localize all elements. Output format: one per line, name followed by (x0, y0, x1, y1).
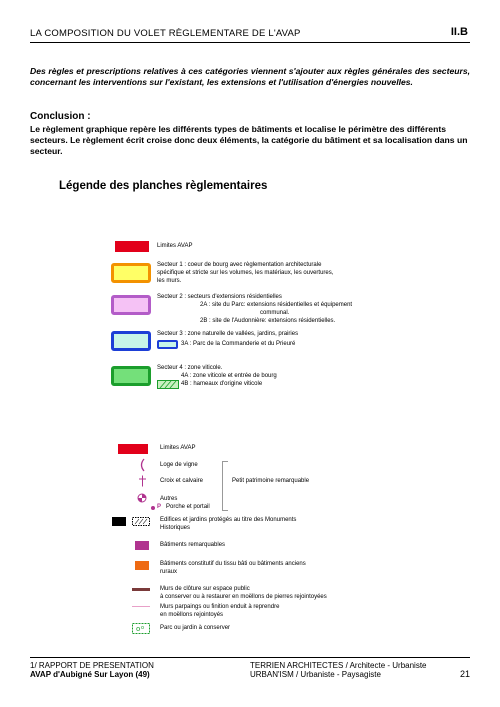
secteur1-line2: spécifique et stricte sur les volumes, les matériaux, les ouvertures, (157, 270, 334, 276)
conclusion-heading: Conclusion : (30, 111, 91, 122)
tissu-bati-line1: Bâtiments constitutif du tissu bâti ou bâtiments anciens (160, 561, 306, 567)
section-number: II.B (450, 26, 468, 38)
secteur2-swatch (111, 295, 151, 315)
secteur2-line3: communal. (260, 310, 290, 316)
page-header-title: LA COMPOSITION DU VOLET RÈGLEMENTARE DE L'AVAP (30, 28, 301, 39)
secteur2-line2: 2A : site du Parc: extensions résidentielles et équipement (200, 302, 353, 308)
secteur2-line4: 2B : site de l'Audonnière: extensions résidentielles. (200, 318, 336, 324)
secteur3-line2: 3A : Parc de la Commanderie et du Prieuré (181, 341, 296, 347)
header-divider (30, 42, 470, 43)
petit-patrimoine-bracket (222, 461, 228, 511)
autres-icon (137, 493, 147, 503)
svg-text:o: o (136, 625, 141, 633)
secteur3a-swatch (157, 340, 178, 349)
footer-urbanist: URBAN'ISM / Urbaniste - Paysagiste (250, 670, 381, 679)
edifices-hatched-swatch (132, 517, 150, 526)
parc-jardin-icon (132, 623, 150, 634)
edifices-black-swatch (112, 517, 126, 526)
secteur1-line1: Secteur 1 : coeur de bourg avec règlementation architecturale (157, 262, 322, 268)
page-number: 21 (459, 669, 470, 679)
secteur4b-hatched-swatch (157, 380, 179, 389)
edifices-line1: Edifices et jardins protégés au titre des Monuments (160, 517, 297, 523)
secteur2-line1: Secteur 2 : secteurs d'extensions résidentielles (157, 294, 282, 300)
autres-label: Autres (160, 496, 178, 502)
loge-vigne-icon (138, 458, 146, 472)
secteur3-swatch (111, 331, 151, 351)
secteur1-swatch (111, 263, 151, 283)
secteur3-line1: Secteur 3 : zone naturelle de vallées, jardins, prairies (157, 331, 299, 337)
croix-calvaire-icon (138, 475, 147, 487)
murs-parpaings-line2: en moëllons rejointoyés (160, 612, 224, 618)
secteur1-line3: les murs. (157, 278, 182, 284)
conclusion-text: Le règlement graphique repère les différents types de bâtiments et localise le périmètre des différents secteurs. Le règlement écrit croise donc deux éléments, la catégorie du bâtiment et sa localisation dans un secteur. (30, 124, 468, 156)
batiments-remarquables-swatch (135, 541, 149, 550)
murs-cloture-swatch (132, 588, 150, 591)
croix-calvaire-label: Croix et calvaire (160, 478, 204, 484)
secteur4-line2: 4A : zone viticole et entrée de bourg (181, 373, 277, 379)
intro-paragraph: Des règles et prescriptions relatives à ces catégories viennent s'ajouter aux règles générales des secteurs, concernant les interventions sur l'existant, les extensions et l'utilisation d'énergies nouvelles. (30, 66, 470, 87)
murs-parpaings-swatch (132, 606, 150, 607)
secteur4-line1: Secteur 4 : zone viticole. (157, 365, 223, 371)
tissu-bati-swatch (135, 561, 149, 570)
petit-patrimoine-label: Petit patrimoine remarquable (232, 478, 310, 484)
secteur4-line3: 4B : hameaux d'origine viticole (181, 381, 263, 387)
batiments-remarquables-label: Bâtiments remarquables (160, 542, 226, 548)
footer-project-name: AVAP d'Aubigné Sur Layon (49) (30, 670, 150, 679)
footer-architect: TERRIEN ARCHITECTES / Architecte - Urbaniste (250, 661, 427, 670)
parc-jardin-label: Parc ou jardin à conserver (160, 625, 231, 631)
limites-avap-swatch-2 (118, 444, 148, 454)
limites-avap-swatch (115, 241, 149, 252)
murs-cloture-line1: Murs de clôture sur espace public (160, 586, 250, 592)
murs-cloture-line2: à conserver ou à restaurer en moëllons de pierres rejointoyées (160, 594, 327, 600)
limites-avap-label: Limites AVAP (157, 243, 193, 249)
porche-icon (150, 505, 156, 511)
murs-parpaings-line1: Murs parpaings ou finition enduit à reprendre (160, 604, 280, 610)
svg-text:o: o (141, 625, 145, 631)
footer-report-title: 1/ RAPPORT DE PRESENTATION (30, 661, 154, 670)
edifices-line2: Historiques (160, 525, 191, 531)
footer-divider (30, 657, 470, 658)
legend-heading: Légende des planches règlementaires (59, 180, 268, 192)
loge-vigne-label: Loge de vigne (160, 462, 198, 468)
limites-avap-label-2: Limites AVAP (160, 445, 196, 451)
tissu-bati-line2: ruraux (160, 569, 178, 575)
porche-label: Porche et portail (166, 504, 210, 510)
secteur4-swatch (111, 366, 151, 386)
porche-letter: P (157, 504, 162, 510)
